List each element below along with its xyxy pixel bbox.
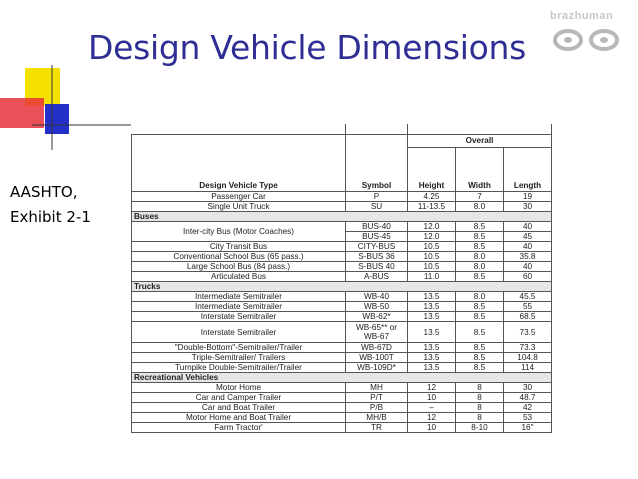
cell-vehicle-type: Conventional School Bus (65 pass.) <box>132 252 346 262</box>
column-group-header-overall: Overall <box>408 135 552 148</box>
cell-height: 10 <box>408 393 456 403</box>
table-row <box>132 302 552 312</box>
cell-length: 104.8 <box>504 353 552 363</box>
cell-length: 40 <box>504 242 552 252</box>
cell-height: 10 <box>408 423 456 433</box>
cell-symbol: BUS-45 <box>346 232 408 242</box>
cell-width: 8.0 <box>456 292 504 302</box>
cell-vehicle-type: Motor Home <box>132 383 346 393</box>
table-row <box>132 292 552 302</box>
table-group-header-row <box>132 135 552 148</box>
cell-symbol: TR <box>346 423 408 433</box>
section-heading-row <box>132 373 552 383</box>
table-row <box>132 312 552 322</box>
table-row <box>132 403 552 413</box>
cell-length: 30 <box>504 202 552 212</box>
cell-height: 12.0 <box>408 232 456 242</box>
logo-text: brazhuman <box>550 10 614 22</box>
source-label <box>10 180 91 230</box>
cell-height: 10.5 <box>408 242 456 252</box>
cell-length: 73.5 <box>504 322 552 343</box>
cell-vehicle-type: "Double-Bottom"-Semitrailer/Trailer <box>132 343 346 353</box>
column-header-length: Length <box>504 148 552 192</box>
table-row <box>132 383 552 393</box>
cell-height: 13.5 <box>408 302 456 312</box>
cell-height: 4.25 <box>408 192 456 202</box>
cell-vehicle-type: Inter-city Bus (Motor Coaches) <box>132 222 346 242</box>
cell-length: 40 <box>504 262 552 272</box>
cell-symbol: CITY-BUS <box>346 242 408 252</box>
cell-length: 45.5 <box>504 292 552 302</box>
cell-width: 8.5 <box>456 343 504 353</box>
table-row <box>132 343 552 353</box>
cell-height: 13.5 <box>408 353 456 363</box>
cell-width: 8.5 <box>456 363 504 373</box>
table-row <box>132 413 552 423</box>
column-header-width: Width <box>456 148 504 192</box>
cell-width: 8-10 <box>456 423 504 433</box>
cell-length: 45 <box>504 232 552 242</box>
cell-vehicle-type: Interstate Semitrailer <box>132 312 346 322</box>
table-row <box>132 192 552 202</box>
cell-width: 8.5 <box>456 222 504 232</box>
cell-width: 8.5 <box>456 272 504 282</box>
cell-width: 8.5 <box>456 353 504 363</box>
cell-symbol: WB-40 <box>346 292 408 302</box>
table-row <box>132 393 552 403</box>
decorative-corner-graphic <box>0 0 140 150</box>
table-top-spacer <box>132 124 552 135</box>
cell-vehicle-type: Turnpike Double-Semitrailer/Trailer <box>132 363 346 373</box>
table-row <box>132 242 552 252</box>
cell-symbol-line1: WB-65** or <box>356 323 397 332</box>
cell-height: 13.5 <box>408 312 456 322</box>
cell-vehicle-type: Interstate Semitrailer <box>132 322 346 343</box>
cell-symbol: A-BUS <box>346 272 408 282</box>
cell-height: 13.5 <box>408 322 456 343</box>
cell-height: 12 <box>408 413 456 423</box>
table-row <box>132 322 552 343</box>
cell-height: 12 <box>408 383 456 393</box>
cell-symbol: SU <box>346 202 408 212</box>
cell-symbol: WB-50 <box>346 302 408 312</box>
brand-logo <box>548 10 630 56</box>
slide-title: Design Vehicle Dimensions <box>88 28 527 67</box>
column-header-type: Design Vehicle Type <box>132 135 346 192</box>
cell-symbol: P <box>346 192 408 202</box>
table-row <box>132 252 552 262</box>
cell-vehicle-type: Car and Boat Trailer <box>132 403 346 413</box>
cell-length: 55 <box>504 302 552 312</box>
source-label-line1: AASHTO, <box>10 183 78 201</box>
cell-vehicle-type: Triple-Semitrailer/ Trailers <box>132 353 346 363</box>
cell-symbol: P/B <box>346 403 408 413</box>
section-heading: Buses <box>132 212 552 222</box>
cell-length: 40 <box>504 222 552 232</box>
cell-vehicle-type: Motor Home and Boat Trailer <box>132 413 346 423</box>
cell-symbol: MH <box>346 383 408 393</box>
cell-height: 10.5 <box>408 252 456 262</box>
cell-symbol: MH/B <box>346 413 408 423</box>
cell-width: 8.5 <box>456 232 504 242</box>
cell-symbol <box>346 322 408 343</box>
cell-length: 73.3 <box>504 343 552 353</box>
cell-vehicle-type: Single Unit Truck <box>132 202 346 212</box>
cell-height: 11-13.5 <box>408 202 456 212</box>
cell-height: – <box>408 403 456 413</box>
cell-length: 114 <box>504 363 552 373</box>
section-heading-row <box>132 282 552 292</box>
column-header-symbol: Symbol <box>346 135 408 192</box>
cell-vehicle-type: Car and Camper Trailer <box>132 393 346 403</box>
cell-width: 8.0 <box>456 202 504 212</box>
cell-height: 10.5 <box>408 262 456 272</box>
cell-length: 19 <box>504 192 552 202</box>
cell-symbol: P/T <box>346 393 408 403</box>
section-heading: Trucks <box>132 282 552 292</box>
column-header-height: Height <box>408 148 456 192</box>
dimensions-table-image <box>131 124 551 475</box>
cell-width: 8 <box>456 403 504 413</box>
table-row <box>132 272 552 282</box>
cell-vehicle-type: Intermediate Semitrailer <box>132 292 346 302</box>
cell-vehicle-type: Farm Tractor' <box>132 423 346 433</box>
cell-symbol-line2: WB-67 <box>363 332 390 341</box>
cell-symbol: WB-62* <box>346 312 408 322</box>
cell-width: 8.5 <box>456 242 504 252</box>
cell-width: 8.5 <box>456 302 504 312</box>
cell-length: 68.5 <box>504 312 552 322</box>
table-row <box>132 222 552 232</box>
cell-vehicle-type: Articulated Bus <box>132 272 346 282</box>
source-label-line2: Exhibit 2-1 <box>10 208 91 226</box>
cell-height: 13.5 <box>408 292 456 302</box>
cell-length: 42 <box>504 403 552 413</box>
cell-width: 8 <box>456 383 504 393</box>
cell-length: 30 <box>504 383 552 393</box>
cell-length: 60 <box>504 272 552 282</box>
cell-width: 8 <box>456 413 504 423</box>
cell-symbol: S-BUS 40 <box>346 262 408 272</box>
cell-vehicle-type: Intermediate Semitrailer <box>132 302 346 312</box>
cell-width: 8 <box>456 393 504 403</box>
section-heading-row <box>132 212 552 222</box>
cell-length: 53 <box>504 413 552 423</box>
cell-height: 12.0 <box>408 222 456 232</box>
cell-symbol: S-BUS 36 <box>346 252 408 262</box>
table-row <box>132 353 552 363</box>
cell-symbol: WB-100T <box>346 353 408 363</box>
table-row <box>132 423 552 433</box>
deco-red-square <box>0 98 44 128</box>
cell-height: 13.5 <box>408 363 456 373</box>
cell-vehicle-type: City Transit Bus <box>132 242 346 252</box>
logo-swirl-icon <box>548 10 630 56</box>
cell-vehicle-type: Large School Bus (84 pass.) <box>132 262 346 272</box>
cell-width: 8.5 <box>456 312 504 322</box>
table-row <box>132 202 552 212</box>
cell-width: 7 <box>456 192 504 202</box>
cell-length: 16" <box>504 423 552 433</box>
cell-width: 8.0 <box>456 252 504 262</box>
cell-height: 13.5 <box>408 343 456 353</box>
cell-length: 35.8 <box>504 252 552 262</box>
section-heading: Recreational Vehicles <box>132 373 552 383</box>
deco-blue-square <box>45 104 69 134</box>
cell-width: 8.5 <box>456 322 504 343</box>
dimensions-table-body <box>132 124 552 433</box>
cell-symbol: WB-109D* <box>346 363 408 373</box>
table-row <box>132 262 552 272</box>
dimensions-table <box>131 124 552 433</box>
cell-vehicle-type: Passenger Car <box>132 192 346 202</box>
cell-height: 11.0 <box>408 272 456 282</box>
table-row <box>132 363 552 373</box>
cell-width: 8.0 <box>456 262 504 272</box>
cell-length: 48.7 <box>504 393 552 403</box>
cell-symbol: WB-67D <box>346 343 408 353</box>
cell-symbol: BUS-40 <box>346 222 408 232</box>
